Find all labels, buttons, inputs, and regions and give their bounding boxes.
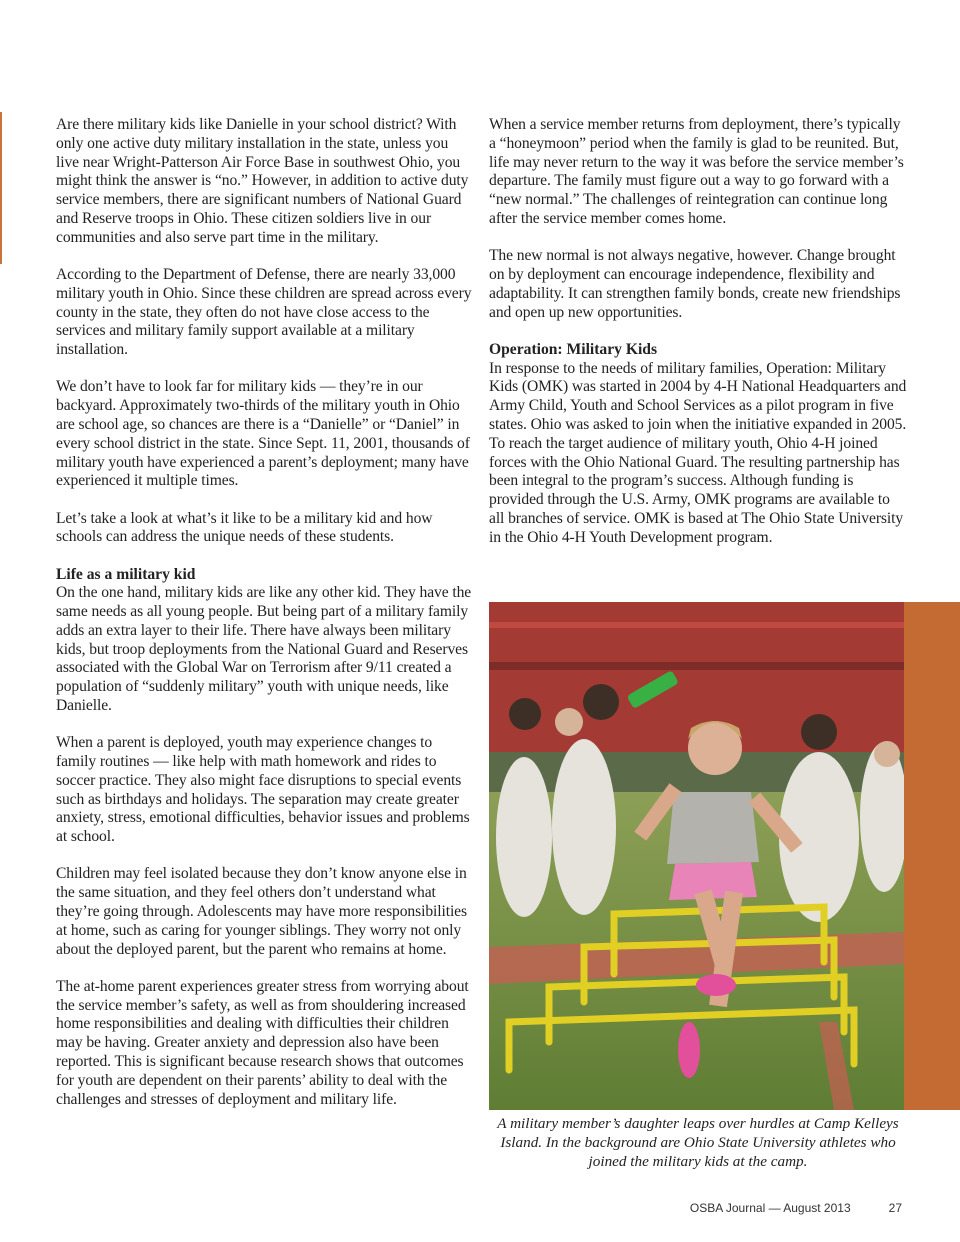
paragraph-parent-deployed: When a parent is deployed, youth may experience changes to family routines — like help with math homework and rides to soccer practice. They also might face disruptions to special events such as birthdays and holidays. The separation may create greater anxiety, stress, emotional difficulties, behavior issues and problems at school. — [56, 734, 470, 846]
photo-caption: A military member’s daughter leaps over hurdles at Camp Kelleys Island. In the background are Ohio State University athletes who joined the military kids at the camp. — [497, 1115, 899, 1170]
right-column — [489, 116, 907, 548]
paragraph-like-any-other-kid: On the one hand, military kids are like any other kid. They have the same needs as all young people. But being part of a military family adds an extra layer to their life. There have always been military kids, but troop deployments from the National Guard and Reserves associated with the Global War on Terrorism after 9/11 created a population of “suddenly military” youth with unique needs, like Danielle. — [56, 584, 472, 715]
paragraph-new-normal: The new normal is not always negative, however. Change brought on by deployment can encourage independence, flexibility and adaptability. It can strengthen family bonds, create new friendships and open up new opportunities. — [489, 247, 901, 321]
heading-life-as-military-kid: Life as a military kid — [56, 565, 196, 583]
paragraph-omk-program: In response to the needs of military families, Operation: Military Kids (OMK) was started in 2004 by 4-H National Headquarters and Army Child, Youth and School Services as a pilot program in five states. Ohio was asked to join when the initiative expanded in 2005. To reach the target audience of military youth, Ohio 4-H joined forces with the Ohio National Guard. The resulting partnership has been integral to the program’s success. Although funding is provided through the U.S. Army, OMK programs are available to all branches of service. OMK is based at The Ohio State University in the Ohio 4-H Youth Development program. — [489, 359, 907, 546]
paragraph-military-kids-intro: Are there military kids like Danielle in your school district? With only one active duty military installation in the state, unless you live near Wright-Patterson Air Force Base in southwest Ohio, you might think the answer is “no.” However, in addition to active duty service members, there are significant numbers of National Guard and Reserve troops in Ohio. These citizen soldiers live in our communities and also serve part time in the military. — [56, 116, 469, 246]
page-number: 27 — [888, 1201, 902, 1215]
paragraph-department-of-defense: According to the Department of Defense, there are nearly 33,000 military youth in Ohio. Since these children are spread across every county in the state, they often do not have close access to the services and military family support available at a military installation. — [56, 265, 472, 359]
left-edge-accent-rule — [0, 112, 2, 264]
paragraph-at-home-parent: The at-home parent experiences greater stress from worrying about the service member’s safety, as well as from shouldering increased home responsibilities and dealing with difficulties their children may be having. Greater anxiety and depression also have been reported. This is significant because research shows that outcomes for youth are dependent on their parents’ ability to deal with the challenges and stresses of deployment and military life. — [56, 977, 469, 1108]
paragraph-look-at-military-kid: Let’s take a look at what’s it like to be a military kid and how schools can address the unique needs of these students. — [56, 509, 433, 546]
paragraph-children-isolated: Children may feel isolated because they don’t know anyone else in the same situation, and they feel others don’t understand what they’re going through. Adolescents may have more responsibilities at home, such as caring for younger siblings. They worry not only about the deployed parent, but the parent who remains at home. — [56, 865, 467, 958]
photo-accent-bar — [904, 602, 960, 1110]
hurdle-camp-photo — [489, 602, 904, 1110]
paragraph-backyard: We don’t have to look far for military kids — they’re in our backyard. Approximately two-thirds of the military youth in Ohio are school age, so chances are there is a “Danielle” or “Daniel” in every school district in the state. Since Sept. 11, 2001, thousands of military youth have experienced a parent’s deployment; many have experienced it multiple times. — [56, 378, 470, 490]
paragraph-returns-from-deployment: When a service member returns from deployment, there’s typically a “honeymoon” period when the family is glad to be reunited. But, life may never return to the way it was before the service member’s departure. The family must figure out a way to go forward with a “new normal.” The challenges of reintegration can continue long after the service member comes home. — [489, 116, 904, 227]
publication-name: OSBA Journal — August 2013 — [689, 1201, 851, 1215]
left-column — [56, 116, 474, 1109]
page-footer — [690, 1201, 902, 1215]
heading-operation-military-kids: Operation: Military Kids — [489, 340, 658, 358]
